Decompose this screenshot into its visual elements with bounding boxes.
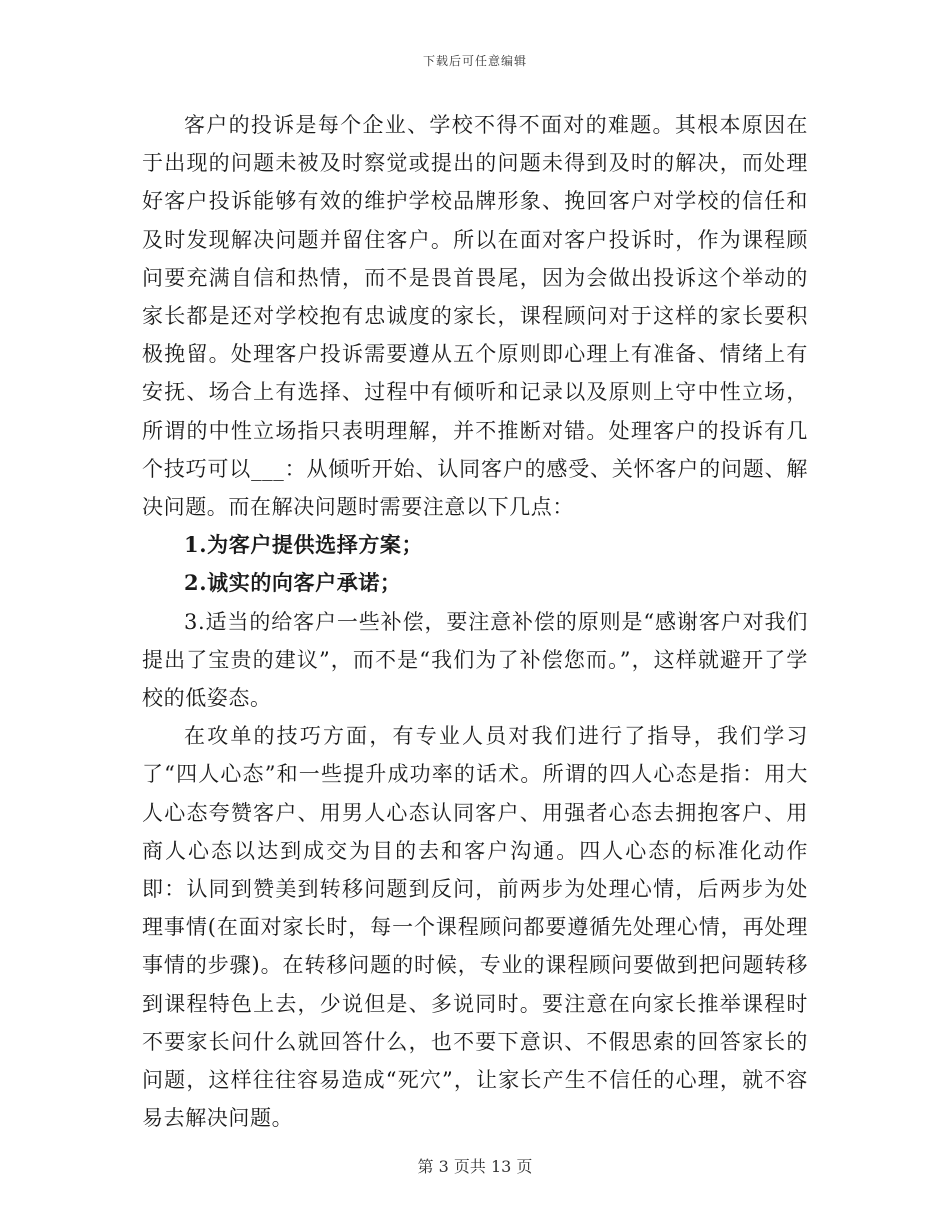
paragraph-complaint-handling: 客户的投诉是每个企业、学校不得不面对的难题。其根本原因在于出现的问题未被及时察觉或提出的问题未得到及时的解决，而处理好客户投诉能够有效的维护学校品牌形象、挽回客户对学校的信任和及时发现解决问题并留住客户。所以在面对客户投诉时，作为课程顾问要充满自信和热情，而不是畏首畏尾，因为会做出投诉这个举动的家长都是还对学校抱有忠诚度的家长，课程顾问对于这样的家长要积极挽留。处理客户投诉需要遵从五个原则即心理上有准备、情绪上有安抚、场合上有选择、过程中有倾听和记录以及原则上守中性立场，所谓的中性立场指只表明理解，并不推断对错。处理客户的投诉有几个技巧可以___：从倾听开始、认同客户的感受、关怀客户的问题、解决问题。而在解决问题时需要注意以下几点： xyxy=(142,113,808,520)
list-item-honest-promise: 2.诚实的向客户承诺； xyxy=(184,570,402,596)
document-body xyxy=(142,106,808,1137)
page-number: 第 3 页共 13 页 xyxy=(417,1157,533,1176)
list-item-offer-options: 1.为客户提供选择方案； xyxy=(184,532,424,558)
page-header-note: 下载后可任意编辑 xyxy=(422,54,527,68)
paragraph-closing-skills: 在攻单的技巧方面，有专业人员对我们进行了指导，我们学习了“四人心态”和一些提升成功率的话术。所谓的四人心态是指：用大人心态夸赞客户、用男人心态认同客户、用强者心态去拥抱客户、用商人心态以达到成交为目的去和客户沟通。四人心态的标准化动作即：认同到赞美到转移问题到反问，前两步为处理心情，后两步为处理事情(在面对家长时，每一个课程顾问都要遵循先处理心情，再处理事情的步骤)。在转移问题的时候，专业的课程顾问要做到把问题转移到课程特色上去，少说但是、多说同时。要注意在向家长推举课程时不要家长问什么就回答什么，也不要下意识、不假思索的回答家长的问题，这样往往容易造成“死穴”，让家长产生不信任的心理，就不容易去解决问题。 xyxy=(142,724,808,1131)
list-item-compensation: 3.适当的给客户一些补偿，要注意补偿的原则是“感谢客户对我们提出了宝贵的建议”，而不是“我们为了补偿您而。”，这样就避开了学校的低姿态。 xyxy=(142,609,808,711)
